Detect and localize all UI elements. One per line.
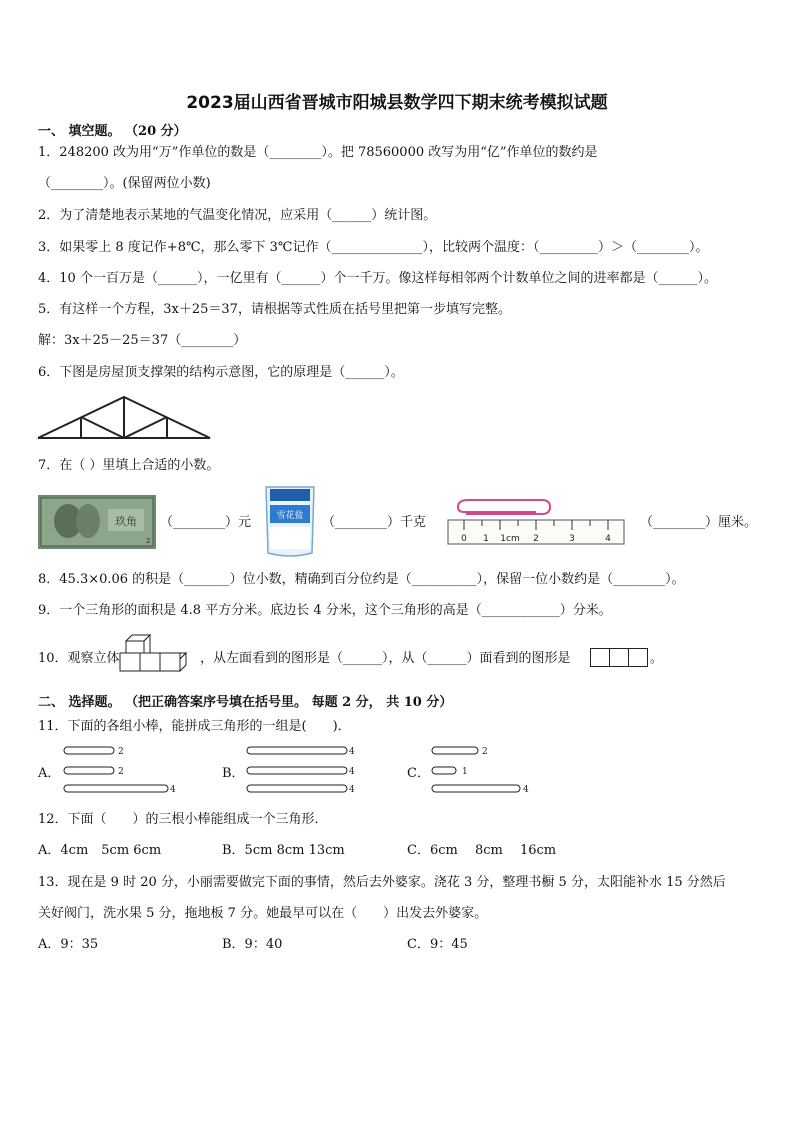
ruler-label-1cm: 1cm — [500, 534, 520, 544]
question-13-line-1: 13．现在是 9 时 20 分，小丽需要做完下面的事情，然后去外婆家。浇花 3 分，整理书橱 5 分，太阳能补水 15 分然后 — [38, 875, 726, 890]
stick-length: 4 — [349, 747, 355, 757]
ruler-label-1: 1 — [483, 534, 489, 544]
banknote-image — [38, 495, 156, 549]
option-11-c-label: C． — [407, 766, 430, 781]
option-11-c-sticks — [430, 745, 550, 797]
option-13-b: B．9：40 — [222, 937, 283, 952]
paperclip — [458, 500, 550, 514]
question-9: 9．一个三角形的面积是 4.8 平方分米。底边长 4 分米，这个三角形的高是（____________）分米。 — [38, 603, 612, 618]
roof-truss-figure — [38, 395, 210, 441]
stick-length: 2 — [482, 747, 488, 757]
question-3: 3．如果零上 8 度记作+8℃，那么零下 3℃记作（______________），比较两个温度：（_________）＞（________）。 — [38, 240, 709, 255]
question-10-prefix: 10．观察立体 — [38, 651, 120, 666]
question-7: 7．在（ ）里填上合适的小数。 — [38, 458, 220, 473]
section-1-heading: 一、 填空题。 （20 分） — [38, 124, 187, 139]
question-10-middle: ，从左面看到的图形是（______），从（______）面看到的图形是 — [200, 651, 571, 666]
option-11-b-sticks — [245, 745, 365, 797]
stick-length: 4 — [349, 767, 355, 777]
stick-length: 2 — [118, 747, 124, 757]
stick-length: 4 — [523, 785, 529, 795]
stick-length: 4 — [349, 785, 355, 795]
blank-yuan: （________）元 — [160, 515, 252, 530]
option-12-c: C．6cm 8cm 16cm — [407, 843, 557, 858]
question-5-line-2: 解：3x＋25－25＝37（________） — [38, 333, 247, 348]
ruler-label-0: 0 — [461, 534, 467, 544]
question-13-line-2: 关好阀门，洗水果 5 分，拖地板 7 分。她最早可以在（ ）出发去外婆家。 — [38, 906, 488, 921]
paperclip-ruler-image — [448, 496, 628, 548]
option-13-a: A．9：35 — [38, 937, 99, 952]
question-11: 11．下面的各组小棒，能拼成三角形的一组是( )． — [38, 719, 351, 734]
three-squares-figure — [590, 648, 648, 667]
section-2-heading: 二、 选择题。 （把正确答案序号填在括号里。 每题 2 分， 共 10 分） — [38, 695, 453, 710]
option-11-a-sticks — [62, 745, 182, 797]
question-1-line-1: 1．248200 改为用“万”作单位的数是（________）。把 78560000 改写为用“亿”作单位的数约是 — [38, 145, 598, 160]
blank-kilogram: （________）千克 — [322, 515, 427, 530]
cube-solid-figure — [120, 633, 190, 671]
stick-length: 2 — [118, 767, 124, 777]
option-12-b: B．5cm 8cm 13cm — [222, 843, 345, 858]
option-11-a-label: A． — [38, 766, 61, 781]
stick-length: 4 — [170, 785, 176, 795]
ruler-label-3: 3 — [569, 534, 575, 544]
question-12: 12．下面（ ）的三根小棒能组成一个三角形． — [38, 812, 328, 827]
ruler-label-2: 2 — [533, 534, 539, 544]
banknote-number: 2 — [146, 537, 151, 545]
blank-centimeter: （________）厘米。 — [640, 515, 758, 530]
question-4: 4．10 个一百万是（______），一亿里有（______）个一千万。像这样每相邻两个计数单位之间的进率都是（______）。 — [38, 271, 717, 286]
question-10-suffix: 。 — [650, 651, 664, 666]
salt-bag-image — [262, 483, 318, 559]
question-5-line-1: 5．有这样一个方程，3x＋25＝37，请根据等式性质在括号里把第一步填写完整。 — [38, 302, 511, 317]
ruler-label-4: 4 — [605, 534, 611, 544]
option-11-b-label: B． — [222, 766, 245, 781]
option-12-a: A．4cm 5cm 6cm — [38, 843, 162, 858]
question-1-line-2: （________）。(保留两位小数) — [38, 176, 211, 191]
banknote-text: 玖角 — [115, 515, 137, 528]
question-8: 8．45.3×0.06 的积是（_______）位小数，精确到百分位约是（__________），保留一位小数约是（________）。 — [38, 572, 685, 587]
question-2: 2．为了清楚地表示某地的气温变化情况，应采用（______）统计图。 — [38, 208, 437, 223]
salt-label: 雪花盐 — [276, 511, 304, 521]
page-title: 2023届山西省晋城市阳城县数学四下期末统考模拟试题 — [186, 93, 608, 113]
stick-length: 1 — [462, 767, 468, 777]
question-6: 6．下图是房屋顶支撑架的结构示意图，它的原理是（______）。 — [38, 365, 404, 380]
option-13-c: C．9：45 — [407, 937, 468, 952]
